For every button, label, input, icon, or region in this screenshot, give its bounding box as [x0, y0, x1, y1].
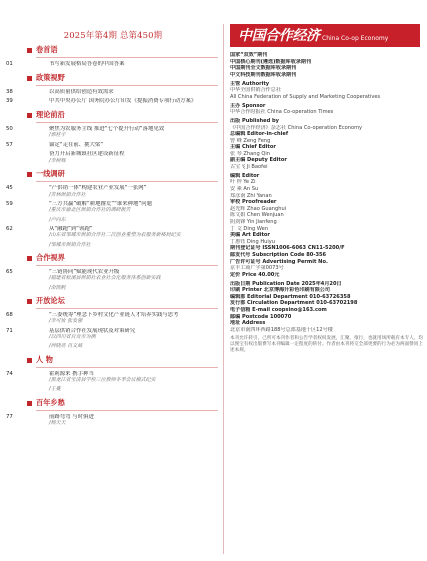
- masthead-line: 曾 峰 Zeng Feng: [230, 137, 271, 144]
- masthead-line: 审校 Proofreader: [230, 199, 277, 206]
- logo-chinese-title: 中国合作经济: [238, 28, 320, 44]
- masthead-line: 中华合作时报社 China Co-operation Times: [230, 109, 334, 116]
- toc-entry[interactable]: [0, 217, 224, 223]
- masthead-line: 《中国合作经济》杂志社 China Co-operation Economy: [230, 124, 363, 131]
- masthead-line: 安 素 An Su: [230, 186, 259, 193]
- masthead-line: 主编 Chief Editor: [230, 144, 276, 151]
- toc-entry[interactable]: [0, 226, 224, 239]
- masthead-line: 丁 文 Ding Wen: [230, 225, 268, 232]
- page-number: 38: [6, 88, 13, 95]
- toc-section: [0, 252, 224, 266]
- masthead-line: 编辑 Editor: [230, 172, 260, 179]
- article-byline: /郭桂宇: [49, 132, 66, 139]
- issue-line: 2025年第4期 总第450期: [63, 30, 163, 40]
- column-divider: [223, 24, 224, 554]
- article-byline: /卢向东: [49, 216, 66, 223]
- page-number: 62: [6, 225, 13, 232]
- section-rule: [36, 367, 218, 368]
- section-title: 百年乡愁: [36, 397, 65, 407]
- masthead-line: 美编 Art Editor: [230, 232, 270, 239]
- page-number: 71: [6, 327, 13, 334]
- toc-section: [0, 44, 224, 58]
- toc-entry[interactable]: [0, 89, 224, 96]
- page-number: 57: [6, 141, 13, 148]
- masthead-line: 电子信箱 E-mail coopsino@163.com: [230, 306, 327, 313]
- masthead-line: 邮发代号 Subscription Code 80-356: [230, 251, 327, 258]
- section-rule: [36, 265, 218, 266]
- section-rule: [36, 410, 218, 411]
- page-number: 65: [6, 268, 13, 275]
- page-number: 01: [6, 61, 13, 67]
- toc-entry[interactable]: [0, 185, 224, 198]
- masthead-line: 阴剑锋 Yin Jianfeng: [230, 219, 277, 225]
- section-rule: [36, 308, 218, 309]
- section-marker: [27, 172, 32, 177]
- section-marker: [27, 48, 32, 53]
- article-byline: /重庆市渝北区供销合作社的调研报告: [49, 207, 131, 214]
- logo-english-title: China Co-op Economy: [322, 35, 389, 42]
- toc-entry[interactable]: [0, 414, 224, 427]
- masthead-info: [230, 52, 425, 354]
- toc-entry[interactable]: [0, 151, 224, 164]
- section-title: 理论前沿: [36, 109, 65, 119]
- article-byline: /吉林供销合作社: [49, 191, 86, 198]
- section-title: 一线调研: [36, 168, 65, 178]
- article-title: 中共中央办公厅 国务院办公厅印发《提振消费专项行动方案》: [49, 98, 197, 105]
- masthead-line: 叶 梓 Ye Zi: [230, 179, 256, 186]
- article-title: 霍莉源来 携手种当: [49, 370, 94, 377]
- page-number: 39: [6, 98, 13, 105]
- article-title: 奋力开启新城镇社区建设新征程: [49, 151, 125, 158]
- toc-section: [0, 72, 224, 86]
- article-byline: /余凯帆: [49, 284, 66, 291]
- magazine-logo: [230, 24, 420, 47]
- section-marker: [27, 358, 32, 363]
- masthead-line: 主办 Sponsor: [230, 102, 266, 109]
- masthead-line: 中国核心期刊(遴选)数据库收录期刊: [230, 58, 312, 65]
- masthead-line: 出版日期 Publication Date 2025年4月20日: [230, 280, 342, 287]
- toc-entry[interactable]: [0, 98, 224, 105]
- masthead-line: 张 琴 Zhang Qin: [230, 150, 270, 157]
- page-number: 50: [6, 125, 13, 132]
- masthead-line: 北京市南四环西路188号总部基地十区12号楼: [230, 326, 333, 333]
- masthead-line: 总编辑 Editor-in-chief: [230, 131, 289, 138]
- section-title: 人 物: [36, 354, 53, 364]
- toc-entry[interactable]: [0, 242, 224, 248]
- article-byline: /何晓亮 肖文斌: [49, 343, 83, 350]
- masthead-line: 赵光辉 Zhao Guanghui: [230, 205, 287, 212]
- page-number: 74: [6, 370, 13, 377]
- masthead-line: 国家“双效”期刊: [230, 52, 268, 58]
- article-title: 以高质量供给创造有效需求: [49, 88, 114, 95]
- article-title: 书写新发展格局答卷的中国答案: [49, 61, 125, 67]
- masthead-line: 广告许可证号 Advertising Permit No.: [230, 258, 328, 265]
- toc-entry[interactable]: [0, 343, 224, 349]
- toc-entry[interactable]: [0, 312, 224, 325]
- toc-entry[interactable]: [0, 269, 224, 282]
- section-title: 卷首语: [36, 45, 58, 54]
- masthead-line: 中华全国供销合作总社: [230, 87, 281, 94]
- masthead-line: 京丰工商广字第0073号: [230, 265, 284, 272]
- article-byline: /福建省松溪县供销社农业社会化服务体系创新实践: [49, 275, 161, 282]
- toc-entry[interactable]: [0, 126, 224, 139]
- section-title: 政策视野: [36, 72, 65, 82]
- toc-entry[interactable]: [0, 142, 224, 149]
- masthead-line: 发行部 Circulation Department 010-63702198: [230, 300, 358, 307]
- toc-section: [0, 354, 224, 368]
- section-marker: [27, 76, 32, 81]
- section-rule: [36, 181, 218, 182]
- page-number: 45: [6, 184, 13, 191]
- section-title: 开放论坛: [36, 295, 65, 305]
- article-title: “产供销一体”构建农业产业发展“一张网”: [49, 184, 147, 191]
- masthead-line: All China Federation of Supply and Marketing Cooperatives: [230, 93, 381, 100]
- toc-entry[interactable]: [0, 328, 224, 341]
- section-marker: [27, 113, 32, 118]
- masthead-line: 中文科技期刊数据库收录期刊: [230, 71, 297, 78]
- article-byline: /邹城市供销合作社: [49, 241, 91, 248]
- toc-entry[interactable]: [0, 61, 224, 68]
- article-title: 锚定“走在前、挑大梁”: [49, 141, 104, 148]
- masthead-line: 地址 Address: [230, 320, 266, 327]
- article-title: “三委统筹”理念下乡村文化产业链人才培养实践与思考: [49, 311, 179, 318]
- toc-section: [0, 109, 224, 123]
- section-rule: [36, 85, 218, 86]
- masthead-column: [226, 0, 427, 561]
- masthead-line: 期刊登记证号 ISSN1006-6063 CN11-5200/F: [230, 245, 345, 252]
- article-title: 聚焦为农服务主线 推进“七个提升行动”落地见效: [49, 125, 165, 132]
- masthead-line: 出版 Published by: [230, 117, 279, 124]
- section-marker: [27, 401, 32, 406]
- toc-entry[interactable]: [0, 201, 224, 214]
- toc-entry[interactable]: [0, 371, 224, 384]
- masthead-line: 副主编 Deputy Editor: [230, 157, 287, 164]
- article-byline: /杨天天: [49, 420, 66, 427]
- section-rule: [36, 57, 218, 58]
- toc-list: [0, 44, 224, 426]
- article-byline: /李树辉: [49, 157, 66, 164]
- masthead-line: 陈文娟 Chen Wenjuan: [230, 212, 284, 219]
- article-byline: /王蔓: [49, 386, 61, 393]
- copyright-note: 本刊允许转引，己所可本刊作者和公告学者权权发展，汇聚、推行，也就用场所载有本专人、均以图宝有权出版费写本刊编辑一定程度的转付。作者由本刊将交全部更要的行为必为两面赞同上述本规。: [230, 336, 423, 354]
- masthead-line: 古宝飞 Ji Baofei: [230, 164, 268, 171]
- masthead-line: 印刷 Printer 北京博海升彩色印刷有限公司: [230, 287, 330, 294]
- article-byline: /李可妆 张发强: [49, 318, 83, 325]
- toc-section: [0, 295, 224, 309]
- toc-entry[interactable]: [0, 285, 224, 291]
- toc-section: [0, 168, 224, 182]
- article-byline: /黑龙江省宝清县学校三位教师冬季会议模式纪实: [49, 377, 156, 384]
- article-title: “三方共赢”破解“耕地撂荒”“谁来种地”问题: [49, 200, 153, 207]
- article-title: 前路弯弯 与时俱进: [49, 413, 94, 420]
- article-title: 基层供销合作社发展现状及对策研究: [49, 327, 136, 334]
- article-title: 从“融跑”到“领跑”: [49, 225, 93, 232]
- masthead-line: 主管 Authority: [230, 80, 270, 87]
- article-byline: /以四川省自贡市为例: [49, 334, 96, 341]
- masthead-line: 郑彦南 Zhi Yanan: [230, 192, 272, 199]
- page-number: 59: [6, 200, 13, 207]
- masthead-line: 中国期刊全文数据库收录期刊: [230, 65, 297, 72]
- toc-section: [0, 397, 224, 411]
- section-marker: [27, 299, 32, 304]
- masthead-line: 邮编 Postcode 100070: [230, 313, 292, 320]
- article-byline: /山东省邹城市供销合作社二次创业重塑为农服务新格局纪实: [49, 232, 181, 239]
- masthead-line: 编辑部 Editorial Department 010-63726358: [230, 293, 351, 300]
- section-rule: [36, 122, 218, 123]
- section-title: 合作视界: [36, 252, 65, 262]
- toc-entry[interactable]: [0, 386, 224, 392]
- masthead-line: 定价 Price 40.00元: [230, 271, 280, 278]
- article-title: “三链协同”赋能现代农业升级: [49, 268, 120, 275]
- page-number: 77: [6, 413, 13, 420]
- masthead-line: 丁惠钰 Ding Huiyu: [230, 238, 276, 245]
- section-marker: [27, 256, 32, 261]
- page-number: 68: [6, 311, 13, 318]
